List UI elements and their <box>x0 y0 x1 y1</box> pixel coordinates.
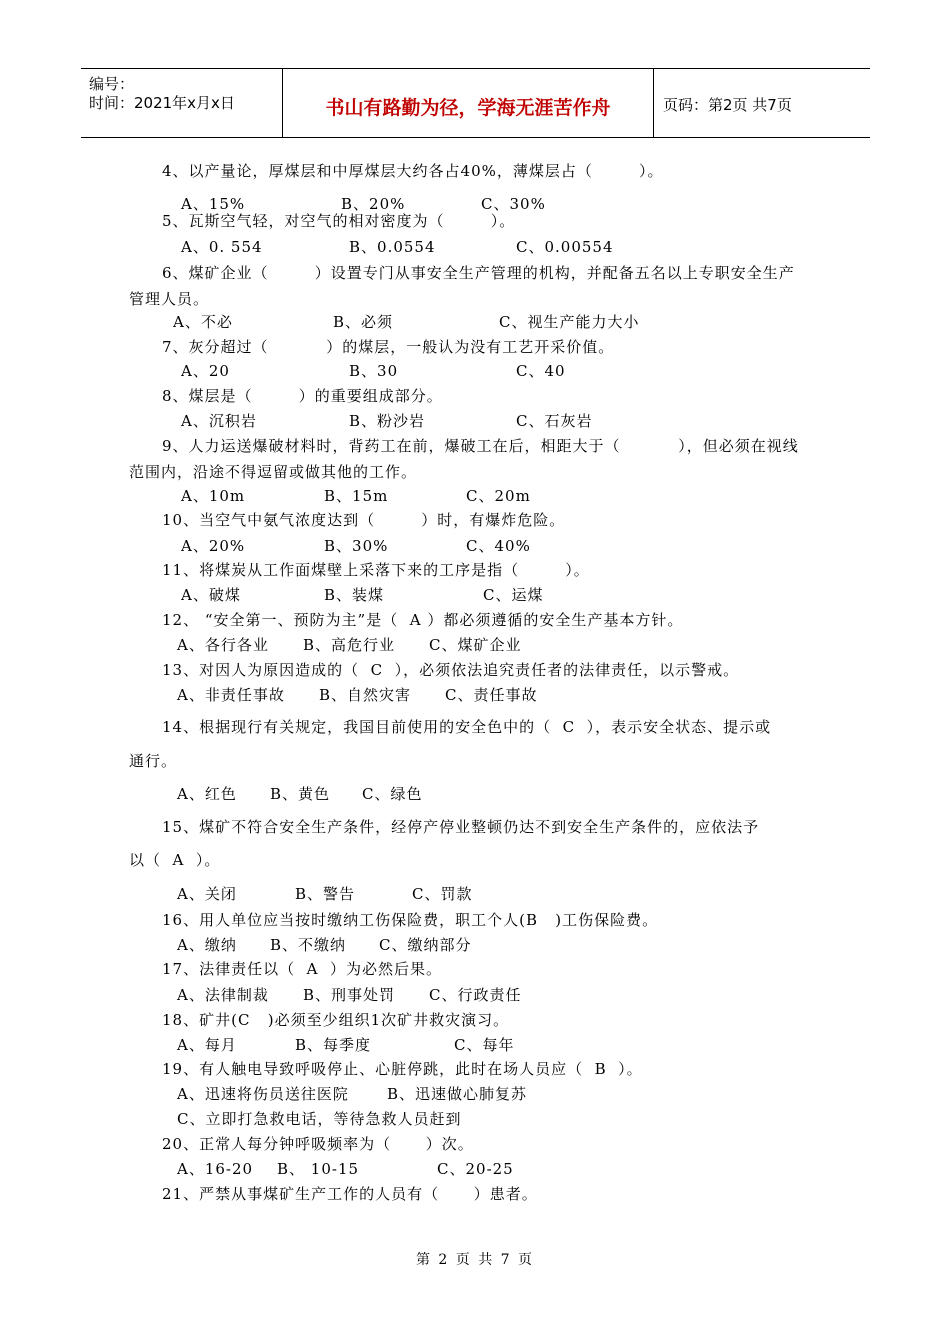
question-text: 10、当空气中氨气浓度达到（ ）时，有爆炸危险。 <box>162 511 566 529</box>
answer-option: C、30% <box>481 195 546 213</box>
page-header <box>81 68 870 138</box>
answer-option: A、破煤 <box>181 586 241 604</box>
header-center-cell <box>283 69 654 137</box>
question-text: 19、有人触电导致呼吸停止、心脏停跳，此时在场人员应（ B ）。 <box>162 1060 643 1078</box>
answer-option: A、迅速将伤员送往医院 <box>177 1085 349 1103</box>
answer-option: C、20m <box>466 487 531 505</box>
answer-option: A、非责任事故 <box>177 686 285 704</box>
question-text: 5、瓦斯空气轻，对空气的相对密度为（ ）。 <box>162 212 516 230</box>
answer-option: C、行政责任 <box>429 986 522 1004</box>
answer-option: A、沉积岩 <box>181 412 257 430</box>
question-text: 8、煤层是（ ）的重要组成部分。 <box>162 387 443 405</box>
answer-option: C、每年 <box>454 1036 515 1054</box>
question-text: 20、正常人每分钟呼吸频率为（ ）次。 <box>162 1135 474 1153</box>
answer-option: B、不缴纳 <box>270 936 347 954</box>
answer-option: C、0.00554 <box>516 238 614 256</box>
answer-option: A、0. 554 <box>181 238 263 256</box>
question-text: 14、根据现行有关规定，我国目前使用的安全色中的（ C ），表示安全状态、提示或 <box>162 718 772 736</box>
question-text: 17、法律责任以（ A ）为必然后果。 <box>162 960 442 978</box>
answer-option: A、每月 <box>177 1036 237 1054</box>
answer-option: B、迅速做心肺复苏 <box>387 1085 528 1103</box>
answer-option: A、20% <box>181 537 246 555</box>
question-text: 15、煤矿不符合安全生产条件，经停产停业整顿仍达不到安全生产条件的，应依法予 <box>162 818 760 836</box>
answer-option: B、0.0554 <box>349 238 436 256</box>
answer-option: C、立即打急救电话，等待急救人员赶到 <box>177 1110 462 1128</box>
answer-option: B、自然灾害 <box>319 686 412 704</box>
answer-option: B、每季度 <box>295 1036 372 1054</box>
answer-option: C、40 <box>516 362 566 380</box>
answer-option: A、缴纳 <box>177 936 237 954</box>
answer-option: C、20-25 <box>437 1160 514 1178</box>
question-continuation: 以（ A ）。 <box>129 851 221 869</box>
answer-option: C、40% <box>466 537 531 555</box>
header-left-cell <box>81 69 283 137</box>
answer-option: B、30% <box>324 537 389 555</box>
question-continuation: 管理人员。 <box>129 290 210 308</box>
answer-option: B、装煤 <box>324 586 385 604</box>
answer-option: B、高危行业 <box>303 636 396 654</box>
answer-option: C、石灰岩 <box>516 412 593 430</box>
answer-option: B、15m <box>324 487 389 505</box>
question-text: 7、灰分超过（ ）的煤层，一般认为没有工艺开采价值。 <box>162 338 615 356</box>
answer-option: A、不必 <box>173 313 233 331</box>
answer-option: B、30 <box>349 362 399 380</box>
number-label: 编号： <box>89 75 135 93</box>
answer-option: B、必须 <box>333 313 394 331</box>
answer-option: C、煤矿企业 <box>429 636 522 654</box>
answer-option: A、各行各业 <box>177 636 269 654</box>
question-text: 12、 “安全第一、预防为主”是（ A ）都必须遵循的安全生产基本方针。 <box>162 611 684 629</box>
question-text: 6、煤矿企业（ ）设置专门从事安全生产管理的机构，并配备五名以上专职安全生产 <box>162 264 795 282</box>
header-page-info: 页码：第2页 共7页 <box>663 96 792 114</box>
answer-option: B、 10-15 <box>277 1160 360 1178</box>
question-text: 21、严禁从事煤矿生产工作的人员有（ ）患者。 <box>162 1185 538 1203</box>
question-text: 18、矿井(C )必须至少组织1次矿井救灾演习。 <box>162 1011 510 1029</box>
answer-option: A、关闭 <box>177 885 237 903</box>
answer-option: B、警告 <box>295 885 356 903</box>
answer-option: A、16-20 <box>177 1160 254 1178</box>
answer-option: C、运煤 <box>483 586 544 604</box>
question-text: 9、人力运送爆破材料时，背药工在前，爆破工在后，相距大于（ ），但必须在视线 <box>162 437 799 455</box>
answer-option: A、15% <box>181 195 246 213</box>
header-motto: 书山有路勤为径，学海无涯苦作舟 <box>325 97 611 119</box>
page-footer: 第 2 页 共 7 页 <box>415 1252 535 1268</box>
answer-option: C、缴纳部分 <box>379 936 472 954</box>
answer-option: C、罚款 <box>412 885 473 903</box>
answer-option: B、粉沙岩 <box>349 412 426 430</box>
answer-option: B、黄色 <box>270 785 331 803</box>
question-text: 11、将煤炭从工作面煤壁上采落下来的工序是指（ ）。 <box>162 561 590 579</box>
question-text: 4、以产量论，厚煤层和中厚煤层大约各占40%，薄煤层占（ ）。 <box>162 162 664 180</box>
header-right-cell <box>655 69 870 137</box>
question-text: 16、用人单位应当按时缴纳工伤保险费，职工个人(B )工伤保险费。 <box>162 911 659 929</box>
answer-option: A、红色 <box>177 785 237 803</box>
question-text: 13、对因人为原因造成的（ C ），必须依法追究责任者的法律责任，以示警戒。 <box>162 661 740 679</box>
answer-option: C、责任事故 <box>445 686 538 704</box>
answer-option: A、法律制裁 <box>177 986 269 1004</box>
answer-option: A、20 <box>181 362 230 380</box>
question-continuation: 范围内，沿途不得逗留或做其他的工作。 <box>129 463 418 481</box>
answer-option: B、刑事处罚 <box>303 986 396 1004</box>
answer-option: C、绿色 <box>362 785 423 803</box>
answer-option: C、视生产能力大小 <box>499 313 640 331</box>
question-continuation: 通行。 <box>129 752 178 770</box>
answer-option: A、10m <box>181 487 246 505</box>
answer-option: B、20% <box>341 195 406 213</box>
time-label: 时间：2021年x月x日 <box>89 94 235 112</box>
